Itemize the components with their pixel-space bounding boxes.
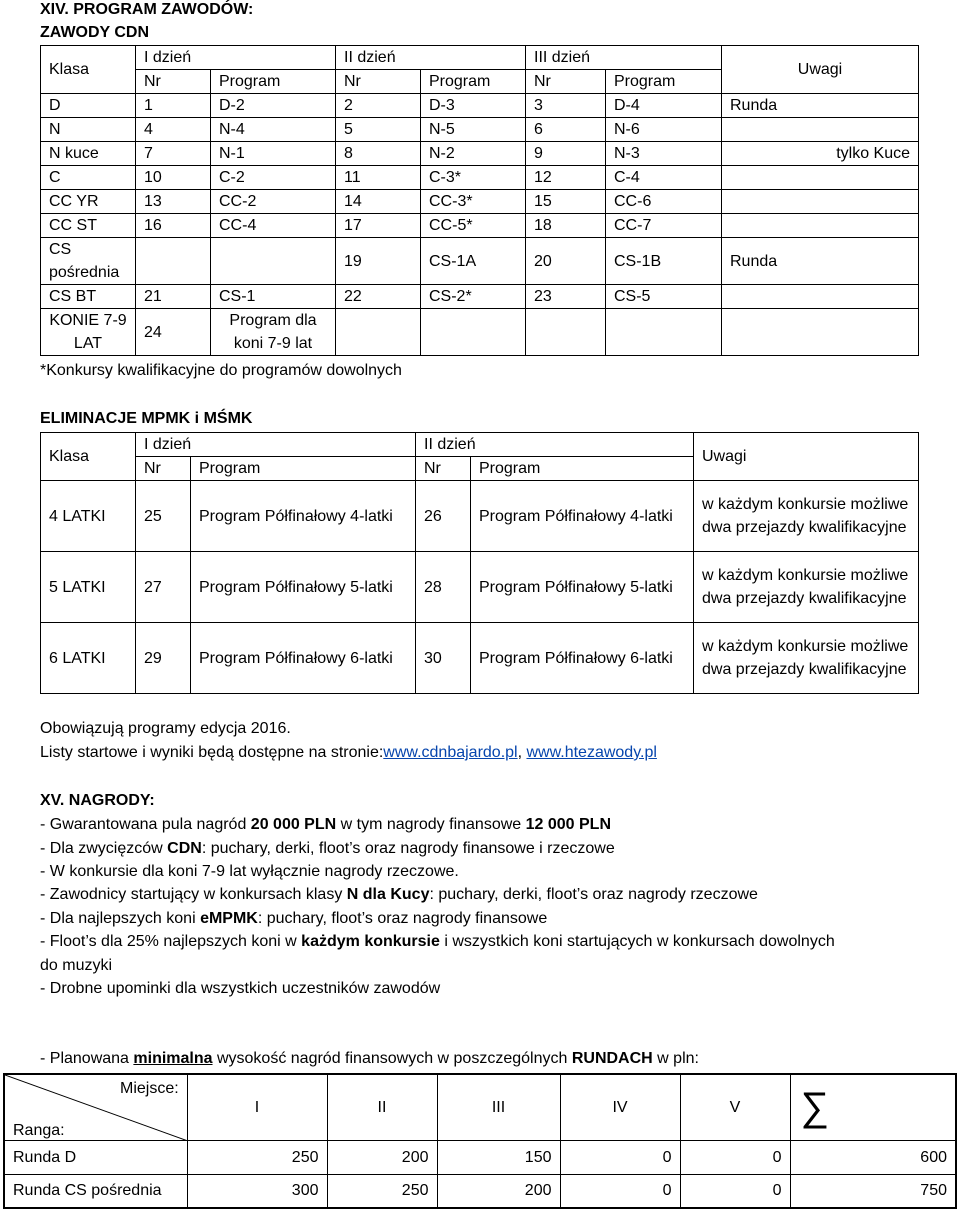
cell: CC-7 (606, 214, 722, 238)
header-program: Program (606, 70, 722, 94)
cell: 19 (336, 238, 421, 285)
cell (722, 118, 919, 142)
cell: 0 (560, 1140, 680, 1174)
cell: 21 (136, 285, 211, 309)
cell: Runda CS pośrednia (4, 1174, 187, 1208)
cell: D (41, 94, 136, 118)
table-row (41, 142, 919, 166)
header-uwagi: Uwagi (722, 46, 919, 94)
col-header: II (327, 1074, 437, 1140)
cell: CS-2* (421, 285, 526, 309)
cell: C (41, 166, 136, 190)
header-day1: I dzień (136, 46, 336, 70)
cell: N-6 (606, 118, 722, 142)
cell: 22 (336, 285, 421, 309)
cell: D-3 (421, 94, 526, 118)
info-line-2 (40, 744, 657, 762)
col-header: IV (560, 1074, 680, 1140)
cell: 4 (136, 118, 211, 142)
cell: CC-3* (421, 190, 526, 214)
text-underline: minimalna (133, 1050, 213, 1067)
cell: CC-5* (421, 214, 526, 238)
header-program: Program (191, 457, 416, 481)
cell: N-2 (421, 142, 526, 166)
header-program: Program (421, 70, 526, 94)
text-bold: 12 000 PLN (525, 816, 611, 833)
cell: 0 (680, 1140, 790, 1174)
cell (136, 238, 211, 285)
miejsce-label: Miejsce: (120, 1080, 179, 1097)
cell: Runda (722, 94, 919, 118)
cell (526, 309, 606, 356)
cell: 750 (790, 1174, 956, 1208)
text: - Floot’s dla 25% najlepszych koni w (40, 933, 302, 950)
ranga-label: Ranga: (13, 1122, 65, 1139)
text: : puchary, floot’s oraz nagrody finansowe (257, 910, 548, 927)
cell: CS BT (41, 285, 136, 309)
cell: C-2 (211, 166, 336, 190)
link-separator: , (517, 744, 527, 761)
info-text: Listy startowe i wyniki będą dostępne na stronie: (40, 744, 384, 761)
table-row (4, 1140, 956, 1174)
section-15-title: XV. NAGRODY: (40, 792, 155, 809)
cell: 18 (526, 214, 606, 238)
header-klasa: Klasa (41, 46, 136, 94)
prize-line-2 (40, 840, 615, 858)
cell: CS-1 (211, 285, 336, 309)
cell (722, 285, 919, 309)
table-row (41, 166, 919, 190)
info-line-1: Obowiązują programy edycja 2016. (40, 720, 291, 737)
cell: N-3 (606, 142, 722, 166)
prize-line-6 (40, 933, 835, 951)
cell: w każdym konkursie możliwe dwa przejazdy kwalifikacyjne (694, 623, 919, 694)
table-row (41, 309, 919, 356)
cell: N (41, 118, 136, 142)
text: - Dla zwycięzców (40, 840, 168, 857)
prize-line-6b: do muzyki (40, 957, 113, 974)
text-bold: CDN (167, 840, 202, 857)
prize-line-8 (40, 1050, 699, 1068)
header-klasa: Klasa (41, 433, 136, 481)
cell: 12 (526, 166, 606, 190)
cell: CS-1A (421, 238, 526, 285)
cell: 250 (327, 1174, 437, 1208)
cell (211, 238, 336, 285)
cell: 5 (336, 118, 421, 142)
program-table (40, 45, 919, 356)
text: w pln: (652, 1050, 699, 1067)
cell: 27 (136, 552, 191, 623)
header-nr: Nr (416, 457, 471, 481)
cell: Program Półfinałowy 5-latki (471, 552, 694, 623)
cell: 7 (136, 142, 211, 166)
cell: D-2 (211, 94, 336, 118)
cell: 17 (336, 214, 421, 238)
cell (336, 309, 421, 356)
text: - Zawodnicy startujący w konkursach klasy (40, 886, 347, 903)
cell: 300 (187, 1174, 327, 1208)
cell: 15 (526, 190, 606, 214)
prize-line-3: - W konkursie dla koni 7-9 lat wyłącznie nagrody rzeczowe. (40, 863, 459, 880)
text-bold: N dla Kucy (346, 886, 430, 903)
header-nr: Nr (136, 70, 211, 94)
cell: 8 (336, 142, 421, 166)
cell: 16 (136, 214, 211, 238)
cell (722, 190, 919, 214)
cell: 20 (526, 238, 606, 285)
cell: 250 (187, 1140, 327, 1174)
text-bold: RUNDACH (571, 1050, 653, 1067)
header-day1: I dzień (136, 433, 416, 457)
table-row (41, 481, 919, 552)
prize-line-4 (40, 886, 758, 904)
cell: 6 LATKI (41, 623, 136, 694)
cell: 24 (136, 309, 211, 356)
corner-header-cell (4, 1074, 187, 1140)
col-header: V (680, 1074, 790, 1140)
cell: 25 (136, 481, 191, 552)
cell (722, 166, 919, 190)
cell: 11 (336, 166, 421, 190)
section-14-subtitle: ZAWODY CDN (40, 24, 150, 41)
cell: CC-2 (211, 190, 336, 214)
link-cdnbajardo[interactable]: www.cdnbajardo.pl (383, 744, 518, 761)
cell: CS-1B (606, 238, 722, 285)
header-day2: II dzień (336, 46, 526, 70)
cell: Program Półfinałowy 4-latki (191, 481, 416, 552)
table-row (41, 238, 919, 285)
text: - Planowana (40, 1050, 134, 1067)
prize-line-1 (40, 816, 611, 834)
cell: w każdym konkursie możliwe dwa przejazdy kwalifikacyjne (694, 481, 919, 552)
cell: 28 (416, 552, 471, 623)
header-day3: III dzień (526, 46, 722, 70)
link-htezawody[interactable]: www.htezawody.pl (526, 744, 657, 761)
cell: 600 (790, 1140, 956, 1174)
prize-line-5 (40, 910, 547, 928)
cell: 26 (416, 481, 471, 552)
cell: w każdym konkursie możliwe dwa przejazdy kwalifikacyjne (694, 552, 919, 623)
cell: 0 (560, 1174, 680, 1208)
text-bold: 20 000 PLN (250, 816, 337, 833)
footnote: *Konkursy kwalifikacyjne do programów dowolnych (40, 362, 402, 379)
cell: Program Półfinałowy 6-latki (191, 623, 416, 694)
text-bold: każdym konkursie (301, 933, 440, 950)
col-header: III (437, 1074, 560, 1140)
cell: 13 (136, 190, 211, 214)
cell: CC ST (41, 214, 136, 238)
cell: 10 (136, 166, 211, 190)
cell: 200 (327, 1140, 437, 1174)
header-nr: Nr (136, 457, 191, 481)
text: - Dla najlepszych koni (40, 910, 201, 927)
cell: Program dla koni 7-9 lat (211, 309, 336, 356)
header-uwagi: Uwagi (694, 433, 919, 481)
cell: Program Półfinałowy 4-latki (471, 481, 694, 552)
cell: 5 LATKI (41, 552, 136, 623)
cell: Program Półfinałowy 6-latki (471, 623, 694, 694)
cell: D-4 (606, 94, 722, 118)
text: i wszystkich koni startujących w konkursach dowolnych (439, 933, 835, 950)
cell: 2 (336, 94, 421, 118)
table-row (41, 190, 919, 214)
text-bold: eMPMK (200, 910, 258, 927)
header-nr: Nr (526, 70, 606, 94)
cell: 6 (526, 118, 606, 142)
text: : puchary, derki, floot’s oraz nagrody finansowe i rzeczowe (201, 840, 615, 857)
cell: 29 (136, 623, 191, 694)
header-program: Program (471, 457, 694, 481)
table-row (41, 285, 919, 309)
text: : puchary, derki, floot’s oraz nagrody rzeczowe (429, 886, 758, 903)
cell: CS pośrednia (41, 238, 136, 285)
header-day2: II dzień (416, 433, 694, 457)
table-row (4, 1174, 956, 1208)
cell (722, 214, 919, 238)
table-row (41, 214, 919, 238)
cell: tylko Kuce (722, 142, 919, 166)
text: w tym nagrody finansowe (336, 816, 526, 833)
table-row (41, 118, 919, 142)
header-program: Program (211, 70, 336, 94)
cell: N kuce (41, 142, 136, 166)
cell (606, 309, 722, 356)
cell: Runda (722, 238, 919, 285)
header-nr: Nr (336, 70, 421, 94)
table-row (41, 552, 919, 623)
sum-icon: ∑ (790, 1074, 956, 1140)
cell: Runda D (4, 1140, 187, 1174)
cell: CS-5 (606, 285, 722, 309)
cell: N-4 (211, 118, 336, 142)
prize-table (3, 1073, 957, 1209)
cell: KONIE 7-9 LAT (41, 309, 136, 356)
cell: 0 (680, 1174, 790, 1208)
cell: Program Półfinałowy 5-latki (191, 552, 416, 623)
section-14-title: XIV. PROGRAM ZAWODÓW: (40, 1, 254, 18)
prize-line-7: - Drobne upominki dla wszystkich uczestników zawodów (40, 980, 441, 997)
cell: 14 (336, 190, 421, 214)
cell: CC-4 (211, 214, 336, 238)
cell: 200 (437, 1174, 560, 1208)
cell: 1 (136, 94, 211, 118)
cell: 4 LATKI (41, 481, 136, 552)
text: wysokość nagród finansowych w poszczególnych (212, 1050, 572, 1067)
cell: N-1 (211, 142, 336, 166)
eliminacje-table (40, 432, 919, 694)
cell: 23 (526, 285, 606, 309)
cell: 150 (437, 1140, 560, 1174)
table-row (41, 94, 919, 118)
cell: C-3* (421, 166, 526, 190)
cell: CC YR (41, 190, 136, 214)
cell (722, 309, 919, 356)
cell: 3 (526, 94, 606, 118)
cell: C-4 (606, 166, 722, 190)
cell: 30 (416, 623, 471, 694)
cell: CC-6 (606, 190, 722, 214)
cell (421, 309, 526, 356)
eliminacje-title: ELIMINACJE MPMK i MŚMK (40, 410, 253, 427)
text: - Gwarantowana pula nagród (40, 816, 251, 833)
cell: N-5 (421, 118, 526, 142)
cell: 9 (526, 142, 606, 166)
col-header: I (187, 1074, 327, 1140)
table-row (41, 623, 919, 694)
